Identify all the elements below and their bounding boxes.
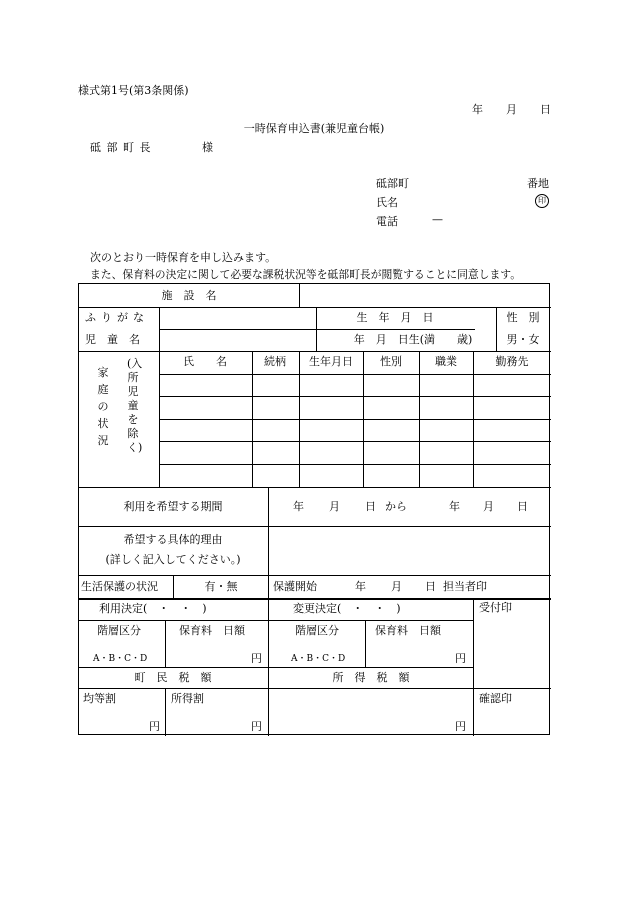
date-month: 月 [506, 103, 517, 116]
family-label-left: 家庭の状況 [97, 366, 109, 447]
equal-split-yen: 円 [149, 720, 160, 733]
reason-note: (詳しく記入してください。) [105, 553, 241, 566]
period-from: から [385, 500, 407, 513]
intro-line-1: 次のとおり一時保育を申し込みます。 [90, 251, 277, 264]
family-header-birthdate: 生年月日 [309, 355, 353, 368]
period-label: 利用を希望する期間 [123, 500, 223, 513]
addressee-honorific: 様 [202, 141, 213, 154]
family-label-right: (入所児童を除く) [127, 357, 143, 454]
sex-label: 性 別 [506, 311, 540, 324]
confirm-seal-label: 確認印 [479, 692, 512, 705]
family-header-name: 氏 名 [183, 355, 227, 368]
family-header-workplace: 勤務先 [495, 355, 529, 368]
fee-yen-1: 円 [251, 652, 262, 665]
period-day-1: 日 [365, 500, 376, 513]
equal-split-label: 均等割 [83, 692, 116, 705]
birthdate-value: 年 月 日生(満 歳) [353, 333, 473, 346]
period-year-2: 年 [449, 500, 460, 513]
reason-label: 希望する具体的理由 [123, 533, 223, 546]
form-number: 様式第1号(第3条関係) [78, 84, 189, 97]
family-header-job: 職業 [435, 355, 457, 368]
furigana-label: ふりがな [85, 311, 149, 324]
staff-seal-label: 担当者印 [443, 580, 487, 593]
period-month-1: 月 [329, 500, 340, 513]
tier-label-1: 階層区分 [97, 624, 141, 637]
received-seal-label: 受付印 [479, 601, 512, 614]
fee-label-1: 保育料 日額 [179, 624, 245, 637]
fee-yen-2: 円 [455, 652, 466, 665]
applicant-town: 砥部町 [376, 177, 409, 190]
seal-icon: 印 [535, 194, 549, 208]
form-title: 一時保育申込書(兼児童台帳) [243, 122, 385, 135]
application-table [78, 283, 550, 735]
income-split-yen: 円 [251, 720, 262, 733]
applicant-phone-label: 電話 [376, 215, 398, 228]
applicant-banchi: 番地 [527, 177, 549, 190]
protection-month: 月 [391, 580, 402, 593]
applicant-name-label: 氏名 [376, 196, 398, 209]
protection-year: 年 [355, 580, 366, 593]
sex-value: 男・女 [506, 333, 540, 346]
welfare-value: 有・無 [204, 580, 238, 593]
family-header-relation: 続柄 [264, 355, 286, 368]
fee-label-2: 保育料 日額 [375, 624, 441, 637]
date-day: 日 [540, 103, 551, 116]
addressee: 砥 部 町 長 [90, 141, 152, 154]
applicant-phone-dash: — [432, 213, 443, 226]
protection-day: 日 [425, 580, 436, 593]
tier-options-2: A・B・C・D [291, 654, 346, 664]
period-day-2: 日 [517, 500, 528, 513]
income-split-label: 所得割 [171, 692, 204, 705]
use-decision: 利用決定( ・ ・ ) [99, 602, 207, 615]
child-name-label: 児 童 名 [85, 333, 140, 346]
tier-options-1: A・B・C・D [93, 654, 148, 664]
town-tax-label: 町 民 税 額 [134, 671, 212, 684]
period-year-1: 年 [293, 500, 304, 513]
birthdate-label: 生 年 月 日 [356, 311, 434, 324]
protection-start-label: 保護開始 [273, 580, 317, 593]
welfare-label: 生活保護の状況 [81, 580, 158, 593]
period-month-2: 月 [483, 500, 494, 513]
intro-line-2: また、保育料の決定に関して必要な課税状況等を砥部町長が閲覧することに同意します。 [90, 268, 522, 281]
tier-label-2: 階層区分 [295, 624, 339, 637]
income-tax-yen: 円 [455, 720, 466, 733]
date-year: 年 [472, 103, 483, 116]
change-decision: 変更決定( ・ ・ ) [293, 602, 401, 615]
family-header-sex: 性別 [380, 355, 402, 368]
facility-label: 施 設 名 [161, 289, 217, 302]
seal-mark [535, 193, 549, 208]
income-tax-label: 所 得 税 額 [332, 671, 410, 684]
